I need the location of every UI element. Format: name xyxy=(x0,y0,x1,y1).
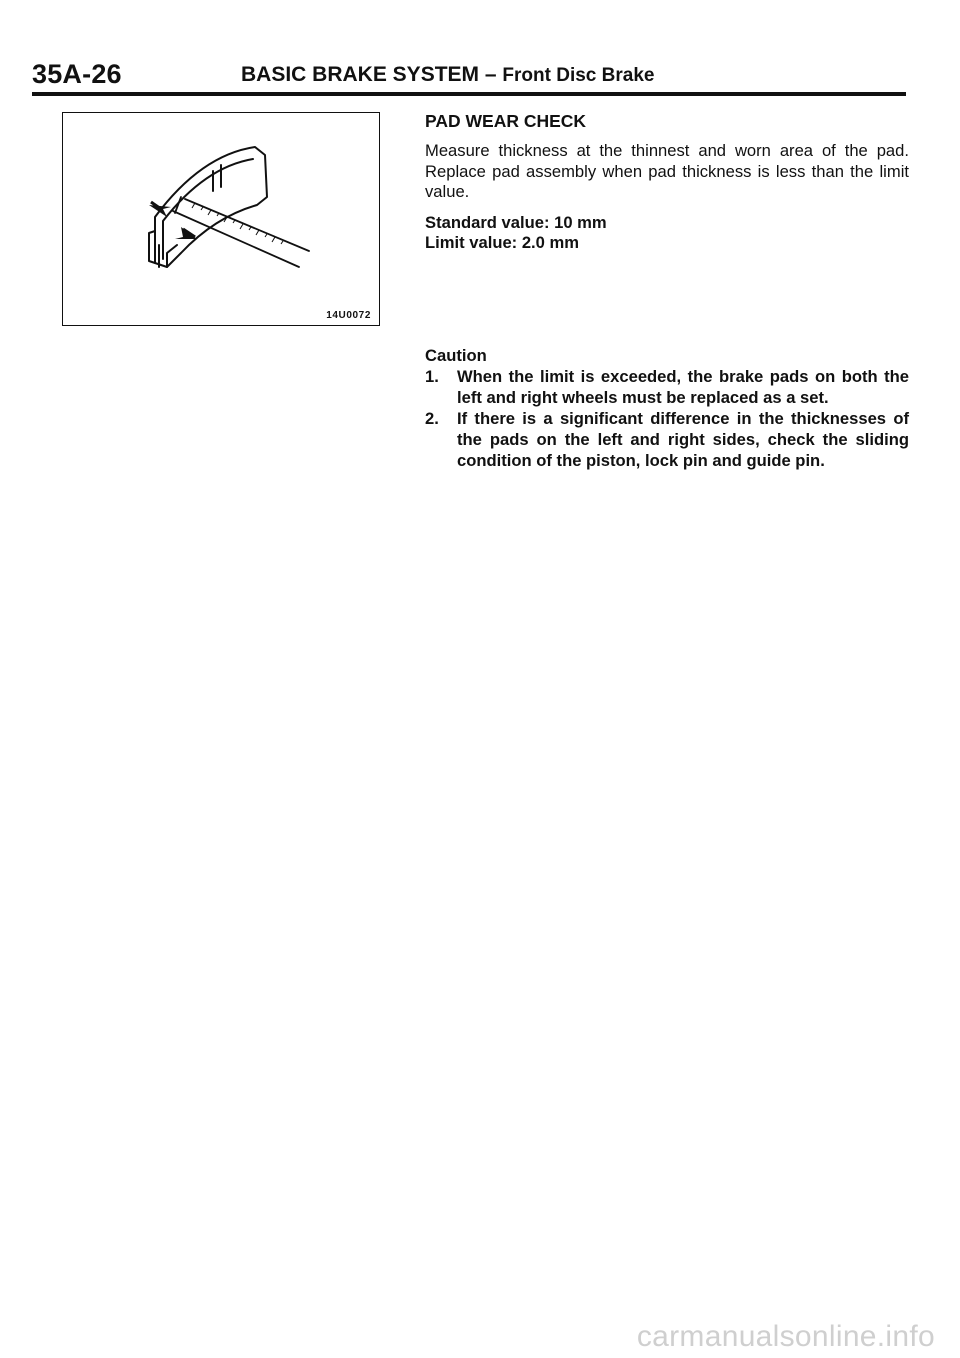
header-rule xyxy=(32,92,906,96)
section-name: BASIC BRAKE SYSTEM xyxy=(241,63,480,86)
figure-code: 14U0072 xyxy=(326,310,371,321)
pad-wear-section xyxy=(425,111,909,254)
caution-block xyxy=(425,345,909,471)
subsection-name: Front Disc Brake xyxy=(502,65,655,86)
caution-title: Caution xyxy=(425,346,487,365)
brake-pad-illustration xyxy=(63,113,379,325)
instructions-paragraph: Measure thickness at the thinnest and worn area of the pad. Replace pad assembly when pad thickness is less than the limit value. xyxy=(425,141,909,201)
watermark: carmanualsonline.info xyxy=(636,1320,935,1353)
section-title xyxy=(241,63,654,87)
limit-value: Limit value: 2.0 mm xyxy=(425,233,580,252)
ruler-ticks xyxy=(192,203,283,244)
pad-measurement-figure xyxy=(62,112,380,326)
pointer-arrow-icon xyxy=(175,227,197,239)
caution-item-text: When the limit is exceeded, the brake pads on both the left and right wheels must be replaced as a set. xyxy=(457,367,909,407)
caution-item-number: 2. xyxy=(425,409,439,428)
caution-item xyxy=(425,366,909,408)
page-number: 35A-26 xyxy=(32,59,122,89)
caution-item-text: If there is a significant difference in the thicknesses of the pads on the left and right sides, check the sliding condition of the piston, lock pin and guide pin. xyxy=(457,409,909,470)
standard-value: Standard value: 10 mm xyxy=(425,212,607,232)
caution-item xyxy=(425,408,909,471)
caution-item-number: 1. xyxy=(425,367,439,386)
title-dash: – xyxy=(484,63,497,86)
section-heading: PAD WEAR CHECK xyxy=(425,111,587,131)
